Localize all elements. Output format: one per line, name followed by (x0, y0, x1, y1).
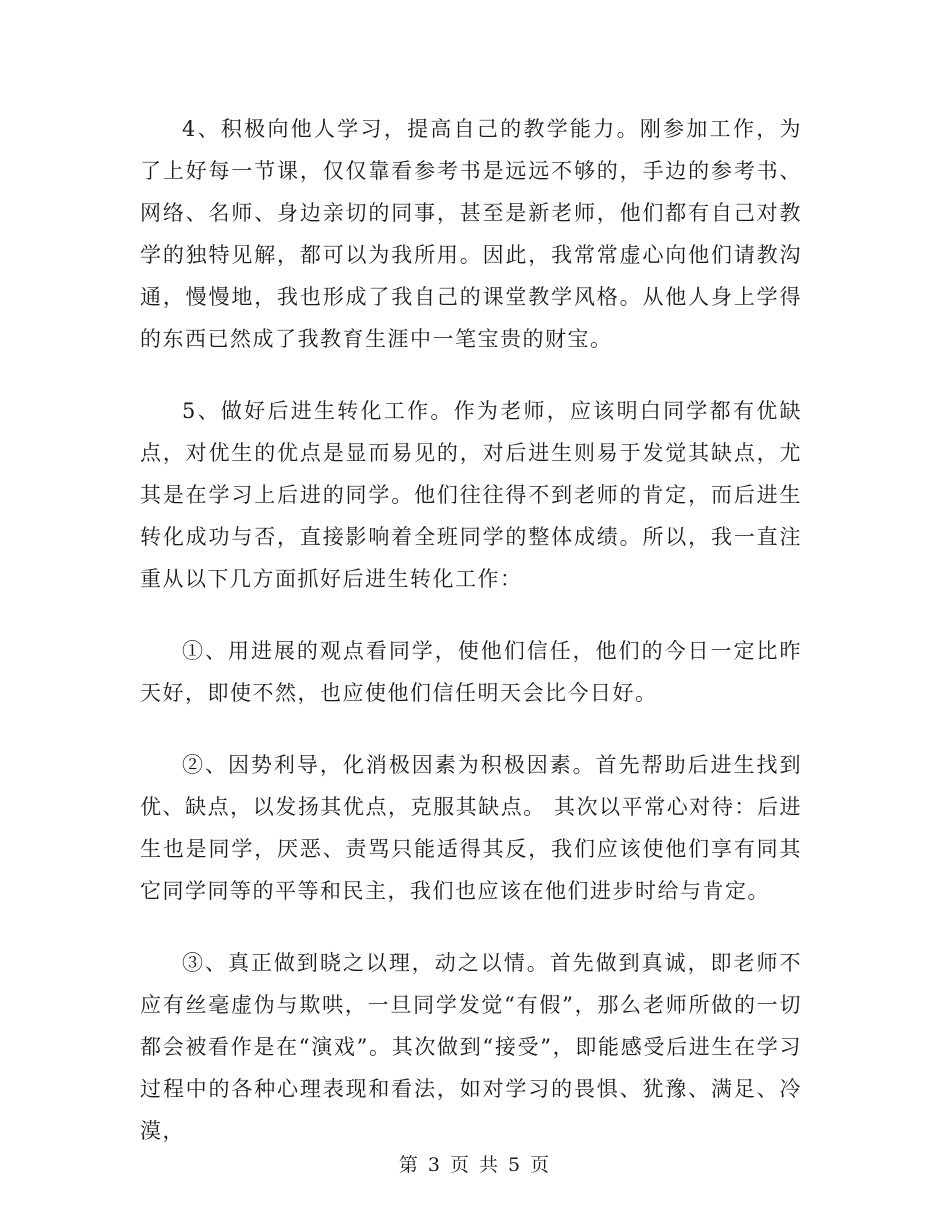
page-number-footer: 第 3 页 共 5 页 (398, 1154, 552, 1176)
document-body (140, 108, 802, 1182)
paragraph-4-learn-from-others: 4、积极向他人学习，提高自己的教学能力。刚参加工作，为了上好每一节课，仅仅靠看参考书是远远不够的，手边的参考书、网络、名师、身边亲切的同事，甚至是新老师，他们都有自己对教学的独特见解，都可以为我所用。因此，我常常虚心向他们请教沟通，慢慢地，我也形成了我自己的课堂教学风格。从他人身上学得的东西已然成了我教育生涯中一笔宝贵的财宝。 (140, 117, 802, 351)
paragraph-point-1: ①、用进展的观点看同学，使他们信任，他们的今日一定比昨天好，即使不然，也应使他们信任明天会比今日好。 (140, 639, 802, 705)
paragraph-point-2: ②、因势利导，化消极因素为积极因素。首先帮助后进生找到优、缺点，以发扬其优点，克服其缺点。 其次以平常心对待：后进生也是同学，厌恶、责骂只能适得其反，我们应该使他们享有同其它同学同等的平等和民主，我们也应该在他们进步时给与肯定。 (140, 753, 802, 903)
paragraph-point-3: ③、真正做到晓之以理，动之以情。首先做到真诚，即老师不应有丝毫虚伪与欺哄，一旦同学发觉“有假”，那么老师所做的一切都会被看作是在“演戏”。其次做到“接受”，即能感受后进生在学习过程中的各种心理表现和看法，如对学习的畏惧、犹豫、满足、冷漠， (140, 951, 802, 1143)
paragraph-5-underachiever-work: 5、做好后进生转化工作。作为老师，应该明白同学都有优缺点，对优生的优点是显而易见的，对后进生则易于发觉其缺点，尤其是在学习上后进的同学。他们往往得不到老师的肯定，而后进生转化成功与否，直接影响着全班同学的整体成绩。所以，我一直注重从以下几方面抓好后进生转化工作： (140, 399, 802, 591)
